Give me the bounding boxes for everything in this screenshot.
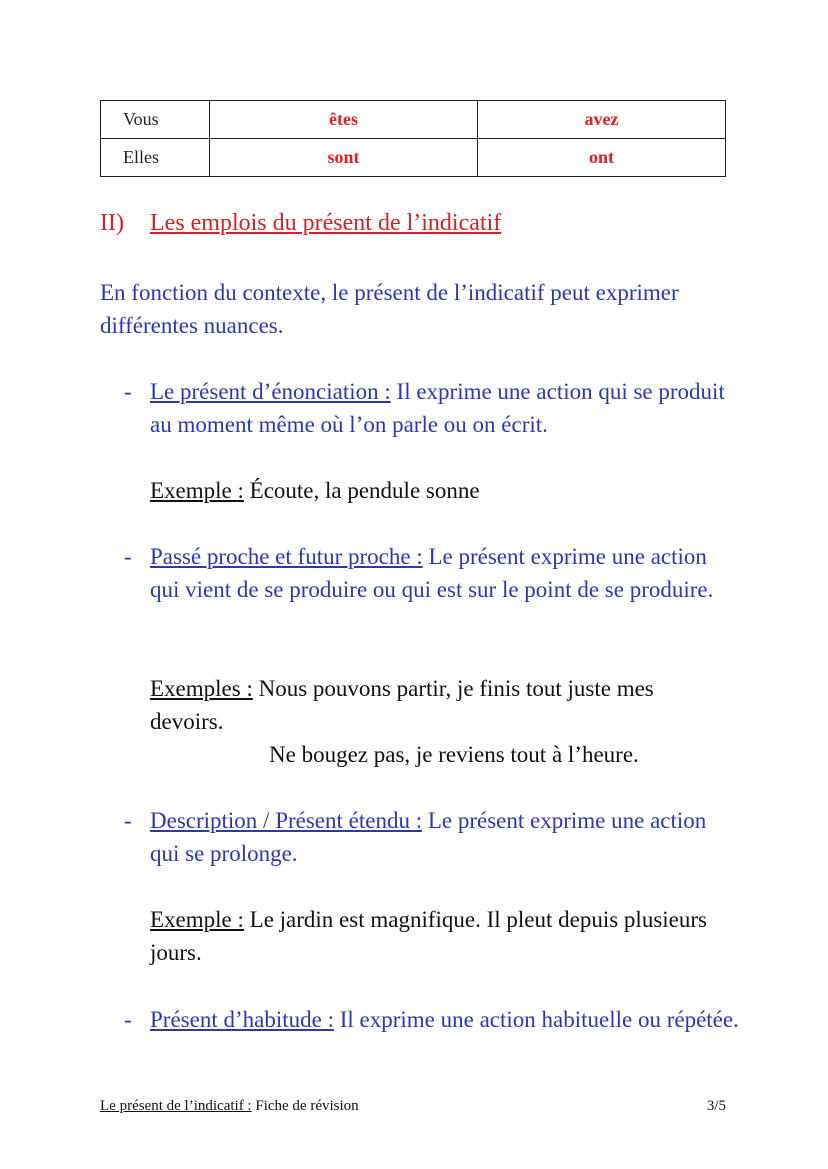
etre-cell: sont <box>210 139 478 177</box>
item-label: Présent d’habitude : <box>150 1007 334 1032</box>
list-item <box>124 1003 740 1036</box>
example-label: Exemples : <box>150 676 253 701</box>
table-row <box>101 101 726 139</box>
item-label: Description / Présent étendu : <box>150 808 423 833</box>
item-label: Passé proche et futur proche : <box>150 544 423 569</box>
section-number: II) <box>100 210 124 236</box>
list-item <box>124 804 740 870</box>
example-text: Écoute, la pendule sonne <box>243 478 480 503</box>
list-dash: - <box>124 544 132 569</box>
item-label: Le présent d’énonciation : <box>150 379 391 404</box>
list-item <box>124 540 740 606</box>
item-text: Il exprime une action habituelle ou répétée. <box>333 1007 739 1032</box>
example-text-second: Ne bougez pas, je reviens tout à l’heure. <box>269 742 639 767</box>
section-title: Les emplois du présent de l’indicatif <box>150 210 502 236</box>
conjugation-table <box>100 100 726 177</box>
list-dash: - <box>124 379 132 404</box>
page-number: 3/5 <box>706 1098 726 1114</box>
example <box>150 903 720 969</box>
footer-subtitle: Fiche de révision <box>251 1098 359 1114</box>
table-row <box>101 139 726 177</box>
etre-cell: êtes <box>210 101 478 139</box>
intro-paragraph: En fonction du contexte, le présent de l’indicatif peut exprimer différentes nuances. <box>100 280 679 338</box>
example-text: Nous pouvons partir, je finis tout juste mes devoirs. <box>150 676 654 734</box>
pronoun-cell: Vous <box>101 101 210 139</box>
example-label: Exemple : <box>150 907 244 932</box>
avoir-cell: ont <box>478 139 726 177</box>
item-text: Le présent exprime une action qui vient de se produire ou qui est sur le point de se produire. <box>150 544 714 602</box>
item-text: Le présent exprime une action qui se prolonge. <box>150 808 707 866</box>
pronoun-cell: Elles <box>101 139 210 177</box>
example <box>150 672 720 771</box>
list-item <box>124 375 740 441</box>
avoir-cell: avez <box>478 101 726 139</box>
page-footer <box>100 1098 726 1115</box>
section-heading <box>100 210 501 237</box>
example-label: Exemple : <box>150 478 244 503</box>
item-text: Il exprime une action qui se produit au moment même où l’on parle ou on écrit. <box>150 379 725 437</box>
example-text: Le jardin est magnifique. Il pleut depuis plusieurs jours. <box>150 907 707 965</box>
footer-title: Le présent de l’indicatif : <box>100 1098 252 1114</box>
list-dash: - <box>124 808 132 833</box>
example <box>150 474 720 507</box>
list-dash: - <box>124 1007 132 1032</box>
